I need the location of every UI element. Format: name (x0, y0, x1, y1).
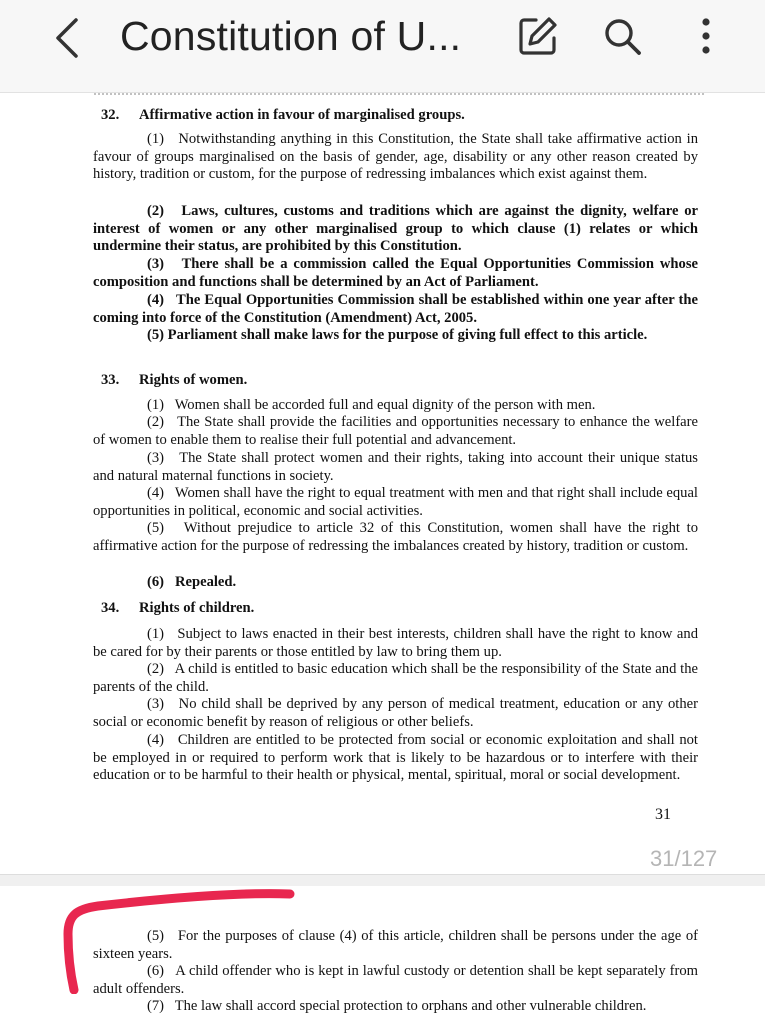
section-heading: Affirmative action in favour of marginalised groups. (139, 107, 465, 123)
clause: (2) Laws, cultures, customs and traditions which are against the dignity, welfare or interest of women or any other marginalised group to which clause (1) relates or which undermine their status, are prohibited by this Constitution. (93, 203, 698, 255)
clause: (4) Women shall have the right to equal treatment with men and that right shall include equal opportunities in political, economic and social activities. (93, 485, 698, 519)
cut-off-line (94, 93, 704, 97)
section-number: 34. (101, 600, 120, 616)
section-heading: Rights of children. (139, 600, 255, 616)
chevron-left-icon[interactable] (48, 14, 88, 62)
clause: (3) There shall be a commission called the Equal Opportunities Commission whose composition and functions shall be determined by an Act of Parliament. (93, 256, 698, 290)
clause: (2) The State shall provide the facilities and opportunities necessary to enhance the welfare of women to enable them to realise their full potential and advancement. (93, 414, 698, 448)
red-annotation-mark (58, 884, 298, 994)
more-vertical-icon[interactable] (684, 14, 728, 58)
clause: (5) For the purposes of clause (4) of this article, children shall be persons under the age of sixteen years. (93, 928, 698, 962)
clause: (1) Subject to laws enacted in their best interests, children shall have the right to know and be cared for by their parents or those entitled by law to bring them up. (93, 626, 698, 660)
clause: (6) Repealed. (147, 574, 237, 590)
section-heading: Rights of women. (139, 372, 248, 388)
document-title: Constitution of U... (120, 13, 462, 59)
clause: (1) Notwithstanding anything in this Constitution, the State shall take affirmative action in favour of groups marginalised on the basis of gender, age, disability or any other reason created by history, tradition or custom, for the purpose of redressing imbalances which exist against them. (93, 131, 698, 183)
clause: (1) Women shall be accorded full and equal dignity of the person with men. (147, 397, 596, 413)
page-indicator: 31/127 (650, 846, 718, 871)
document-page (0, 93, 765, 875)
app-bar (0, 0, 765, 93)
page-number: 31 (655, 806, 671, 823)
clause: (4) The Equal Opportunities Commission shall be established within one year after the coming into force of the Constitution (Amendment) Act, 2005. (93, 292, 698, 326)
search-icon[interactable] (600, 14, 644, 58)
section-number: 33. (101, 372, 120, 388)
clause: (4) Children are entitled to be protected from social or economic exploitation and shall not be employed in or required to perform work that is likely to be hazardous or to interfere with their education or to be harmful to their health or physical, mental, spiritual, moral or social development. (93, 732, 698, 784)
section-number: 32. (101, 107, 120, 123)
clause: (6) A child offender who is kept in lawful custody or detention shall be kept separately from adult offenders. (93, 963, 698, 997)
clause: (3) No child shall be deprived by any person of medical treatment, education or any other social or economic benefit by reason of religious or other beliefs. (93, 696, 698, 730)
clause: (5) Parliament shall make laws for the purpose of giving full effect to this article. (147, 327, 648, 343)
edit-icon[interactable] (516, 14, 560, 58)
clause: (2) A child is entitled to basic education which shall be the responsibility of the State and the parents of the child. (93, 661, 698, 695)
clause: (3) The State shall protect women and their rights, taking into account their unique status and natural maternal functions in society. (93, 450, 698, 484)
clause: (5) Without prejudice to article 32 of this Constitution, women shall have the right to affirmative action for the purpose of redressing the imbalances created by history, tradition or custom. (93, 520, 698, 554)
clause: (7) The law shall accord special protection to orphans and other vulnerable children. (147, 998, 647, 1014)
